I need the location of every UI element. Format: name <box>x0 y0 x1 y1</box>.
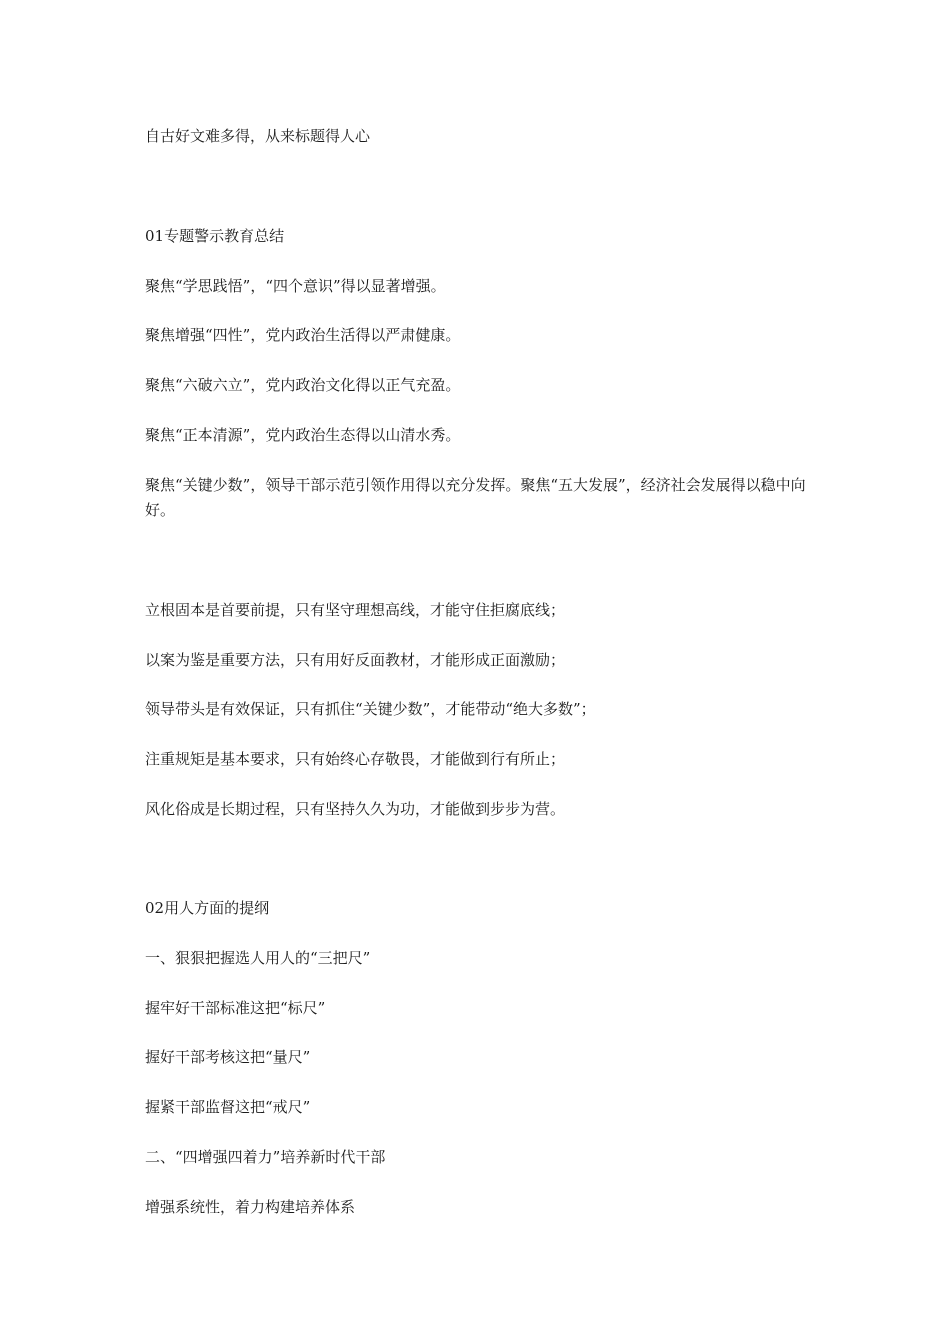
paragraph: 聚焦“关键少数”，领导干部示范引领作用得以充分发挥。聚焦“五大发展”，经济社会发展得以稳中向好。 <box>145 476 806 519</box>
section-heading-1: 01专题警示教育总结 <box>145 227 285 245</box>
paragraph: 聚焦“六破六立”，党内政治文化得以正气充盈。 <box>145 376 461 394</box>
paragraph: 注重规矩是基本要求，只有始终心存敬畏，才能做到行有所止； <box>145 750 566 768</box>
paragraph: 风化俗成是长期过程，只有坚持久久为功，才能做到步步为营。 <box>145 800 566 818</box>
paragraph: 聚焦“学思践悟”，“四个意识”得以显著增强。 <box>145 277 446 295</box>
document-title: 自古好文难多得，从来标题得人心 <box>145 127 371 145</box>
paragraph: 握牢好干部标准这把“标尺” <box>145 999 326 1017</box>
paragraph: 领导带头是有效保证，只有抓住“关键少数”，才能带动“绝大多数”； <box>145 700 596 718</box>
paragraph: 握紧干部监督这把“戒尺” <box>145 1098 311 1116</box>
paragraph: 聚焦“正本清源”，党内政治生态得以山清水秀。 <box>145 426 461 444</box>
paragraph: 握好干部考核这把“量尺” <box>145 1048 311 1066</box>
paragraph: 以案为鉴是重要方法，只有用好反面教材，才能形成正面激励； <box>145 651 566 669</box>
section-heading-2: 02用人方面的提纲 <box>145 899 270 917</box>
paragraph: 二、“四增强四着力”培养新时代干部 <box>145 1148 386 1166</box>
paragraph: 立根固本是首要前提，只有坚守理想高线，才能守住拒腐底线； <box>145 601 566 619</box>
paragraph: 增强系统性，着力构建培养体系 <box>145 1198 356 1216</box>
paragraph: 一、狠狠把握选人用人的“三把尺” <box>145 949 371 967</box>
paragraph: 聚焦增强“四性”，党内政治生活得以严肃健康。 <box>145 326 461 344</box>
